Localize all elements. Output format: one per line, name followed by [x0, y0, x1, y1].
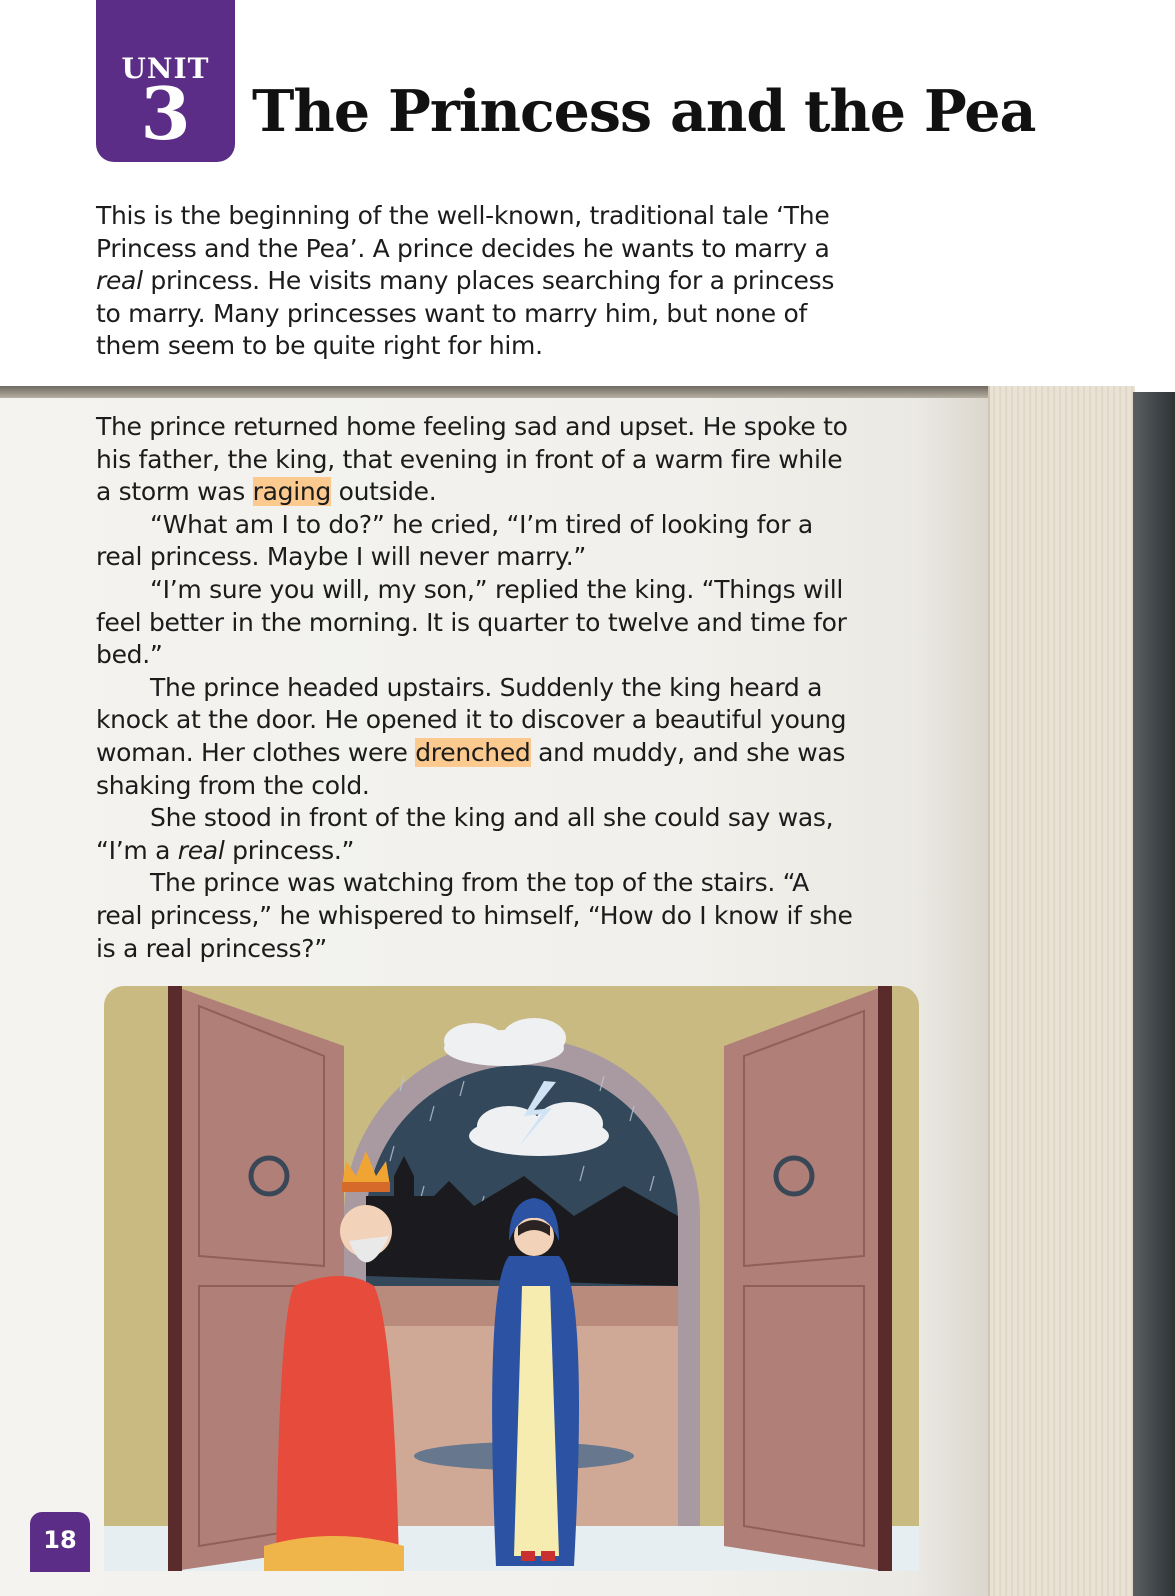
story-paragraph: The prince returned home feeling sad and upset. He spoke to his father, the king, that evening in front of a warm fire while a storm was raging outside. — [96, 412, 848, 507]
page-number: 18 — [30, 1512, 90, 1572]
story-paragraph: She stood in front of the king and all she could say was, “I’m a real princess.” — [96, 803, 834, 865]
book-cover — [1133, 392, 1175, 1596]
book-top-edge — [0, 386, 1000, 398]
story-paragraph: “What am I to do?” he cried, “I’m tired of looking for a real princess. Maybe I will never marry.” — [96, 509, 813, 572]
highlighted-word-raging: raging — [252, 477, 331, 507]
story-illustration — [104, 986, 919, 1571]
unit-label: UNIT — [121, 52, 210, 85]
highlighted-word-drenched: drenched — [415, 737, 531, 767]
unit-badge — [96, 0, 235, 162]
story-paragraph: The prince headed upstairs. Suddenly the king heard a knock at the door. He opened it to discover a beautiful young woman. Her clothes were drenched and muddy, and she was shaking from the cold. — [96, 672, 847, 800]
book-page-edges — [988, 386, 1135, 1596]
unit-number: 3 — [140, 71, 191, 156]
story-paragraph: “I’m sure you will, my son,” replied the king. “Things will feel better in the morning. It is quarter to twelve and time for bed.” — [96, 574, 847, 670]
page-title: The Princess and the Pea — [252, 78, 1036, 145]
right-door — [724, 986, 884, 1571]
intro-paragraph: This is the beginning of the well-known, traditional tale ‘The Princess and the Pea’. A prince decides he wants to marry a real princess. He visits many places searching for a princess to marry. Many princesses want to marry him, but none of them seem to be quite right for him. — [96, 201, 835, 361]
story-paragraph: The prince was watching from the top of the stairs. “A real princess,” he whispered to himself, “How do I know if she is a real princess?” — [96, 868, 853, 963]
story-text — [96, 411, 856, 965]
